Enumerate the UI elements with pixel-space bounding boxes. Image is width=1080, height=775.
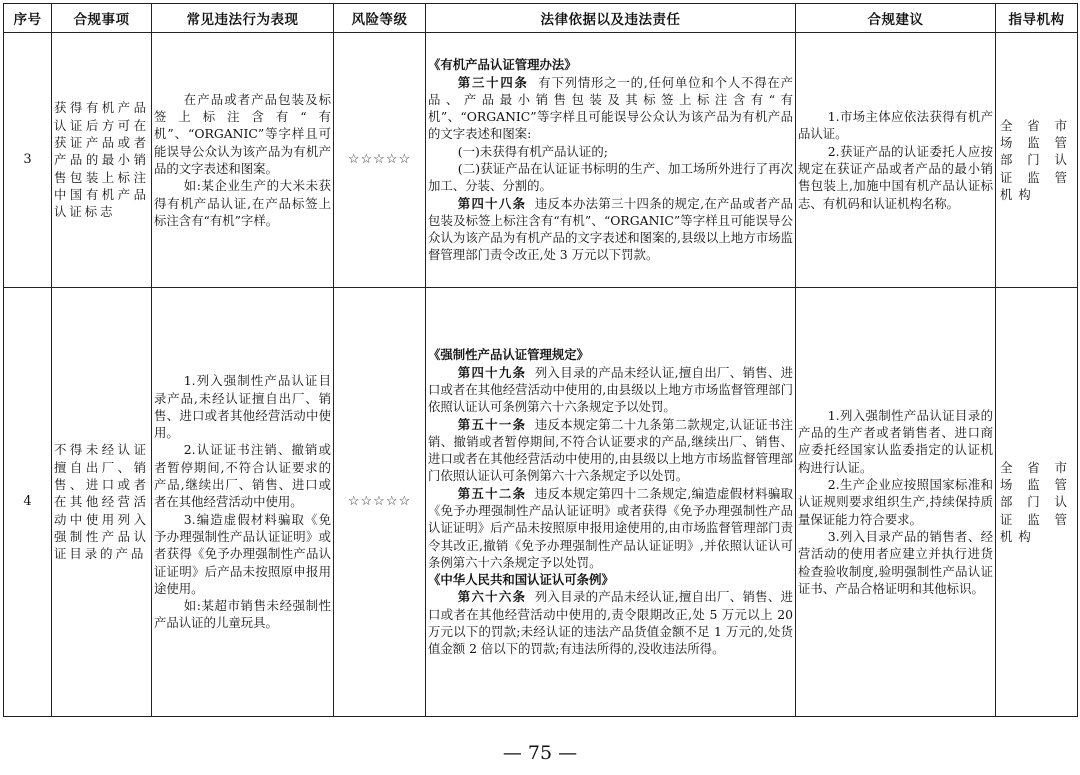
header-compliance-matter: 合规事项 xyxy=(52,4,152,33)
row-guiding-agency: 全省市场监管部门认证监管机构 xyxy=(996,288,1078,717)
page-number: — 75 — xyxy=(502,742,578,764)
article-text: 违反本规定第四十二条规定,编造虚假材料骗取《免予办理强制性产品认证证明》或者获得《免予办理强制性产品认证证明》后产品未按照原申报用途使用的,由市场监督管理部门责令其改正,撤销《免予办理强制性产品认证证明》,并依照认证认可条例第六十六条规定予以处罚。 xyxy=(428,485,793,570)
violation-example: 如:某超市销售未经强制性产品认证的儿童玩具。 xyxy=(154,598,331,631)
header-risk-level: 风险等级 xyxy=(334,4,426,33)
article-number: 第四十九条 xyxy=(457,364,527,380)
law-title: 《有机产品认证管理办法》 xyxy=(428,57,577,73)
row-serial: 4 xyxy=(4,288,52,717)
article-text: 违反本规定第二十九条第二款规定,认证证书注销、撤销或者暂停期间,不符合认证要求的产品,继续出厂、销售、进口或者在其他经营活动中使用的,由县级以上地方市场监督管理部门依照认证认可条例第六十六条规定予以处罚。 xyxy=(428,416,793,484)
compliance-table xyxy=(3,3,1078,717)
article-text: 违反本办法第三十四条的规定,在产品或者产品包装及标签上标注含有“有机”、“ORGANIC”等字样且可能误导公众认为该产品为有机产品的文字表述和图案的,县级以上地方市场监督管理部门责令改正,处 3 万元以下罚款。 xyxy=(428,195,793,263)
table-row xyxy=(4,33,1078,288)
row-guiding-agency: 全省市场监管部门认证监管机构 xyxy=(996,33,1078,288)
law-article xyxy=(428,74,793,143)
law-article xyxy=(428,485,793,571)
header-violations: 常见违法行为表现 xyxy=(152,4,334,33)
advice-item: 3.列入目录产品的销售者、经营活动的使用者应建立并执行进货检查验收制度,验明强制性产品认证证书、产品合格证明和其他标识。 xyxy=(798,528,993,596)
law-title: 《强制性产品认证管理规定》 xyxy=(428,347,590,363)
advice-item: 1.列入强制性产品认证目录的产品的生产者或者销售者、进口商应委托经国家认监委指定的认证机构进行认证。 xyxy=(798,407,993,475)
table-header-row xyxy=(4,4,1078,33)
article-number: 第六十六条 xyxy=(457,589,527,605)
row-legal-basis xyxy=(426,288,796,717)
violation-paragraph: 2.认证证书注销、撤销或者暂停期间,不符合认证要求的产品,继续出厂、销售、进口或者在其他经营活动中使用。 xyxy=(154,442,331,510)
table-row xyxy=(4,288,1078,717)
row-violations xyxy=(152,288,334,717)
article-number: 第五十二条 xyxy=(457,485,527,501)
law-article xyxy=(428,416,793,485)
row-legal-basis xyxy=(426,33,796,288)
article-text: 列入目录的产品未经认证,擅自出厂、销售、进口或者在其他经营活动中使用的,由县级以上地方市场监督管理部门依照认证认可条例第六十六条规定予以处罚。 xyxy=(428,364,793,415)
row-serial: 3 xyxy=(4,33,52,288)
article-text: 列入目录的产品未经认证,擅自出厂、销售、进口或者在其他经营活动中使用的,责令限期改正,处 5 万元以上 20 万元以下的罚款;未经认证的违法产品货值金额不足 1 万元的,处货值金额 2 倍以下的罚款;有违法所得的,没收违法所得。 xyxy=(428,589,793,657)
law-title: 《中华人民共和国认证认可条例》 xyxy=(428,572,614,588)
law-item: (二)获证产品在认证证书标明的生产、加工场所外进行了再次加工、分装、分割的。 xyxy=(428,161,793,194)
row-compliance-advice xyxy=(796,288,996,717)
row-risk-stars: ☆☆☆☆☆ xyxy=(334,288,426,717)
header-serial: 序号 xyxy=(4,4,52,33)
row-risk-stars: ☆☆☆☆☆ xyxy=(334,33,426,288)
header-legal-basis: 法律依据以及违法责任 xyxy=(426,4,796,33)
article-number: 第三十四条 xyxy=(457,74,529,90)
row-compliance-matter: 不得未经认证擅自出厂、销售、进口或者在其他经营活动中使用列入强制性产品认证目录的产品 xyxy=(52,288,152,717)
violation-paragraph: 在产品或者产品包装及标签上标注含有“有机”、“ORGANIC”等字样且可能误导公众认为该产品为有机产品的文字表述和图案。 xyxy=(154,91,331,176)
law-article xyxy=(428,364,793,416)
header-guiding-agency: 指导机构 xyxy=(996,4,1078,33)
law-item: (一)未获得有机产品认证的; xyxy=(457,143,608,159)
advice-item: 2.获证产品的认证委托人应按规定在获证产品或者产品的最小销售包装上,加施中国有机产品认证标志、有机码和认证机构名称。 xyxy=(798,143,993,211)
advice-item: 2.生产企业应按照国家标准和认证规则要求组织生产,持续保持质量保证能力符合要求。 xyxy=(798,477,993,527)
article-text: 有下列情形之一的,任何单位和个人不得在产品、产品最小销售包装及其标签上标注含有“有机”、“ORGANIC”等字样且可能误导公众认为该产品为有机产品的文字表述和图案: xyxy=(428,74,793,142)
compliance-table-container xyxy=(3,3,1077,717)
violation-paragraph: 3.编造虚假材料骗取《免予办理强制性产品认证证明》或者获得《免予办理强制性产品认证证明》后产品未按照原申报用途使用。 xyxy=(154,511,331,596)
law-article xyxy=(428,195,793,264)
article-number: 第五十一条 xyxy=(457,416,527,432)
violation-paragraph: 1.列入强制性产品认证目录产品,未经认证擅自出厂、销售、进口或者其他经营活动中使用。 xyxy=(154,373,331,441)
row-violations xyxy=(152,33,334,288)
article-number: 第四十八条 xyxy=(457,195,527,211)
law-article xyxy=(428,588,793,657)
violation-example: 如:某企业生产的大米未获得有机产品认证,在产品标签上标注含有“有机”字样。 xyxy=(154,178,331,228)
header-compliance-advice: 合规建议 xyxy=(796,4,996,33)
row-compliance-advice xyxy=(796,33,996,288)
row-compliance-matter: 获得有机产品认证后方可在获证产品或者产品的最小销售包装上标注中国有机产品认证标志 xyxy=(52,33,152,288)
advice-item: 1.市场主体应依法获得有机产品认证。 xyxy=(798,109,993,142)
